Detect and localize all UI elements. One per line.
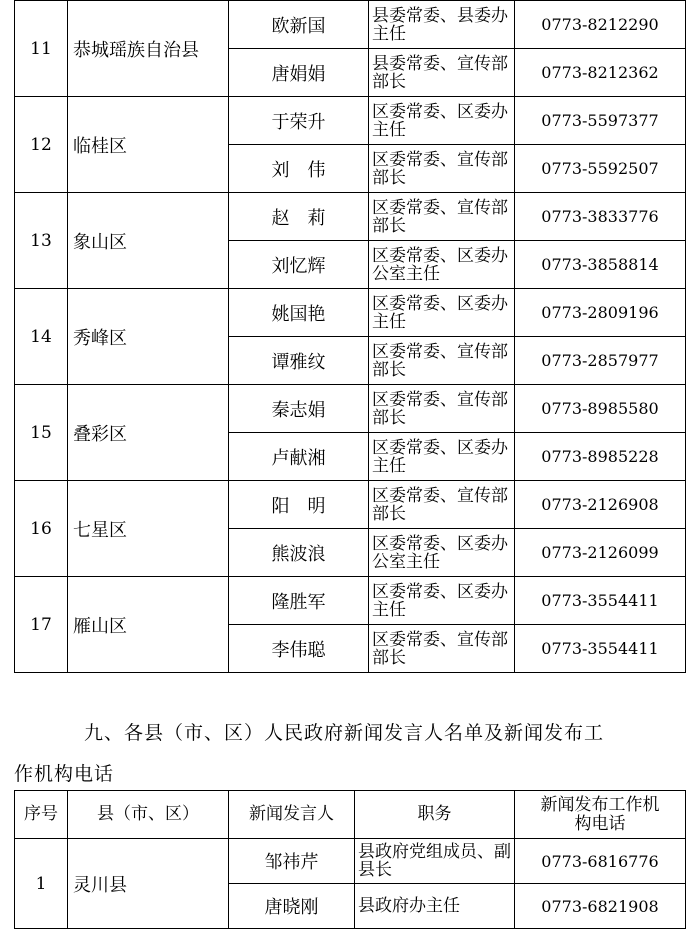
person-name: 邹祎芹 bbox=[229, 839, 355, 884]
table-row bbox=[15, 385, 686, 433]
phone-number: 0773-5592507 bbox=[515, 145, 686, 193]
person-name: 赵 莉 bbox=[229, 193, 369, 241]
position-title: 区委常委、宣传部部长 bbox=[369, 145, 515, 193]
header-position: 职务 bbox=[355, 791, 515, 839]
county-name: 灵川县 bbox=[68, 839, 229, 929]
header-no: 序号 bbox=[15, 791, 68, 839]
table-header-row bbox=[15, 791, 686, 839]
section-title-continued: 作机构电话 bbox=[14, 763, 115, 785]
position-title: 区委常委、宣传部部长 bbox=[369, 385, 515, 433]
position-title: 县委常委、县委办主任 bbox=[369, 1, 515, 49]
position-title: 县委常委、宣传部部长 bbox=[369, 49, 515, 97]
person-name: 刘忆辉 bbox=[229, 241, 369, 289]
header-phone: 新闻发布工作机构电话 bbox=[515, 791, 686, 839]
person-name: 欧新国 bbox=[229, 1, 369, 49]
position-title: 县政府党组成员、副县长 bbox=[355, 839, 515, 884]
row-number: 14 bbox=[15, 289, 68, 385]
phone-number: 0773-2126099 bbox=[515, 529, 686, 577]
row-number: 12 bbox=[15, 97, 68, 193]
position-title: 区委常委、区委办公室主任 bbox=[369, 529, 515, 577]
county-name: 雁山区 bbox=[68, 577, 229, 673]
position-title: 区委常委、宣传部部长 bbox=[369, 625, 515, 673]
phone-number: 0773-3833776 bbox=[515, 193, 686, 241]
person-name: 阳 明 bbox=[229, 481, 369, 529]
section-title: 九、各县（市、区）人民政府新闻发言人名单及新闻发布工 bbox=[84, 722, 605, 744]
county-name: 秀峰区 bbox=[68, 289, 229, 385]
person-name: 卢献湘 bbox=[229, 433, 369, 481]
position-title: 区委常委、区委办主任 bbox=[369, 433, 515, 481]
phone-number: 0773-2126908 bbox=[515, 481, 686, 529]
phone-number: 0773-8212290 bbox=[515, 1, 686, 49]
position-title: 区委常委、区委办主任 bbox=[369, 577, 515, 625]
table-row bbox=[15, 481, 686, 529]
table-row bbox=[15, 839, 686, 884]
county-name: 七星区 bbox=[68, 481, 229, 577]
row-number: 16 bbox=[15, 481, 68, 577]
row-number: 15 bbox=[15, 385, 68, 481]
person-name: 李伟聪 bbox=[229, 625, 369, 673]
row-number: 1 bbox=[15, 839, 68, 929]
phone-number: 0773-2857977 bbox=[515, 337, 686, 385]
phone-number: 0773-3554411 bbox=[515, 577, 686, 625]
row-number: 17 bbox=[15, 577, 68, 673]
phone-number: 0773-5597377 bbox=[515, 97, 686, 145]
row-number: 13 bbox=[15, 193, 68, 289]
table-row bbox=[15, 193, 686, 241]
phone-number: 0773-8985228 bbox=[515, 433, 686, 481]
position-title: 区委常委、宣传部部长 bbox=[369, 481, 515, 529]
leaders-contact-table bbox=[14, 0, 686, 673]
person-name: 于荣升 bbox=[229, 97, 369, 145]
position-title: 区委常委、宣传部部长 bbox=[369, 337, 515, 385]
person-name: 隆胜军 bbox=[229, 577, 369, 625]
position-title: 区委常委、区委办公室主任 bbox=[369, 241, 515, 289]
county-name: 恭城瑶族自治县 bbox=[68, 1, 229, 97]
table-row bbox=[15, 289, 686, 337]
header-spokesperson: 新闻发言人 bbox=[229, 791, 355, 839]
position-title: 县政府办主任 bbox=[355, 884, 515, 929]
phone-number: 0773-6816776 bbox=[515, 839, 686, 884]
row-number: 11 bbox=[15, 1, 68, 97]
phone-number: 0773-8985580 bbox=[515, 385, 686, 433]
person-name: 刘 伟 bbox=[229, 145, 369, 193]
person-name: 唐晓刚 bbox=[229, 884, 355, 929]
person-name: 秦志娟 bbox=[229, 385, 369, 433]
person-name: 谭雅纹 bbox=[229, 337, 369, 385]
county-name: 象山区 bbox=[68, 193, 229, 289]
position-title: 区委常委、区委办主任 bbox=[369, 97, 515, 145]
county-name: 临桂区 bbox=[68, 97, 229, 193]
person-name: 唐娟娟 bbox=[229, 49, 369, 97]
person-name: 姚国艳 bbox=[229, 289, 369, 337]
position-title: 区委常委、区委办主任 bbox=[369, 289, 515, 337]
spokesperson-table bbox=[14, 790, 686, 929]
phone-number: 0773-8212362 bbox=[515, 49, 686, 97]
county-name: 叠彩区 bbox=[68, 385, 229, 481]
table-row bbox=[15, 577, 686, 625]
phone-number: 0773-6821908 bbox=[515, 884, 686, 929]
header-county: 县（市、区） bbox=[68, 791, 229, 839]
phone-number: 0773-3554411 bbox=[515, 625, 686, 673]
phone-number: 0773-2809196 bbox=[515, 289, 686, 337]
table-row bbox=[15, 97, 686, 145]
phone-number: 0773-3858814 bbox=[515, 241, 686, 289]
position-title: 区委常委、宣传部部长 bbox=[369, 193, 515, 241]
table-row bbox=[15, 1, 686, 49]
person-name: 熊波浪 bbox=[229, 529, 369, 577]
